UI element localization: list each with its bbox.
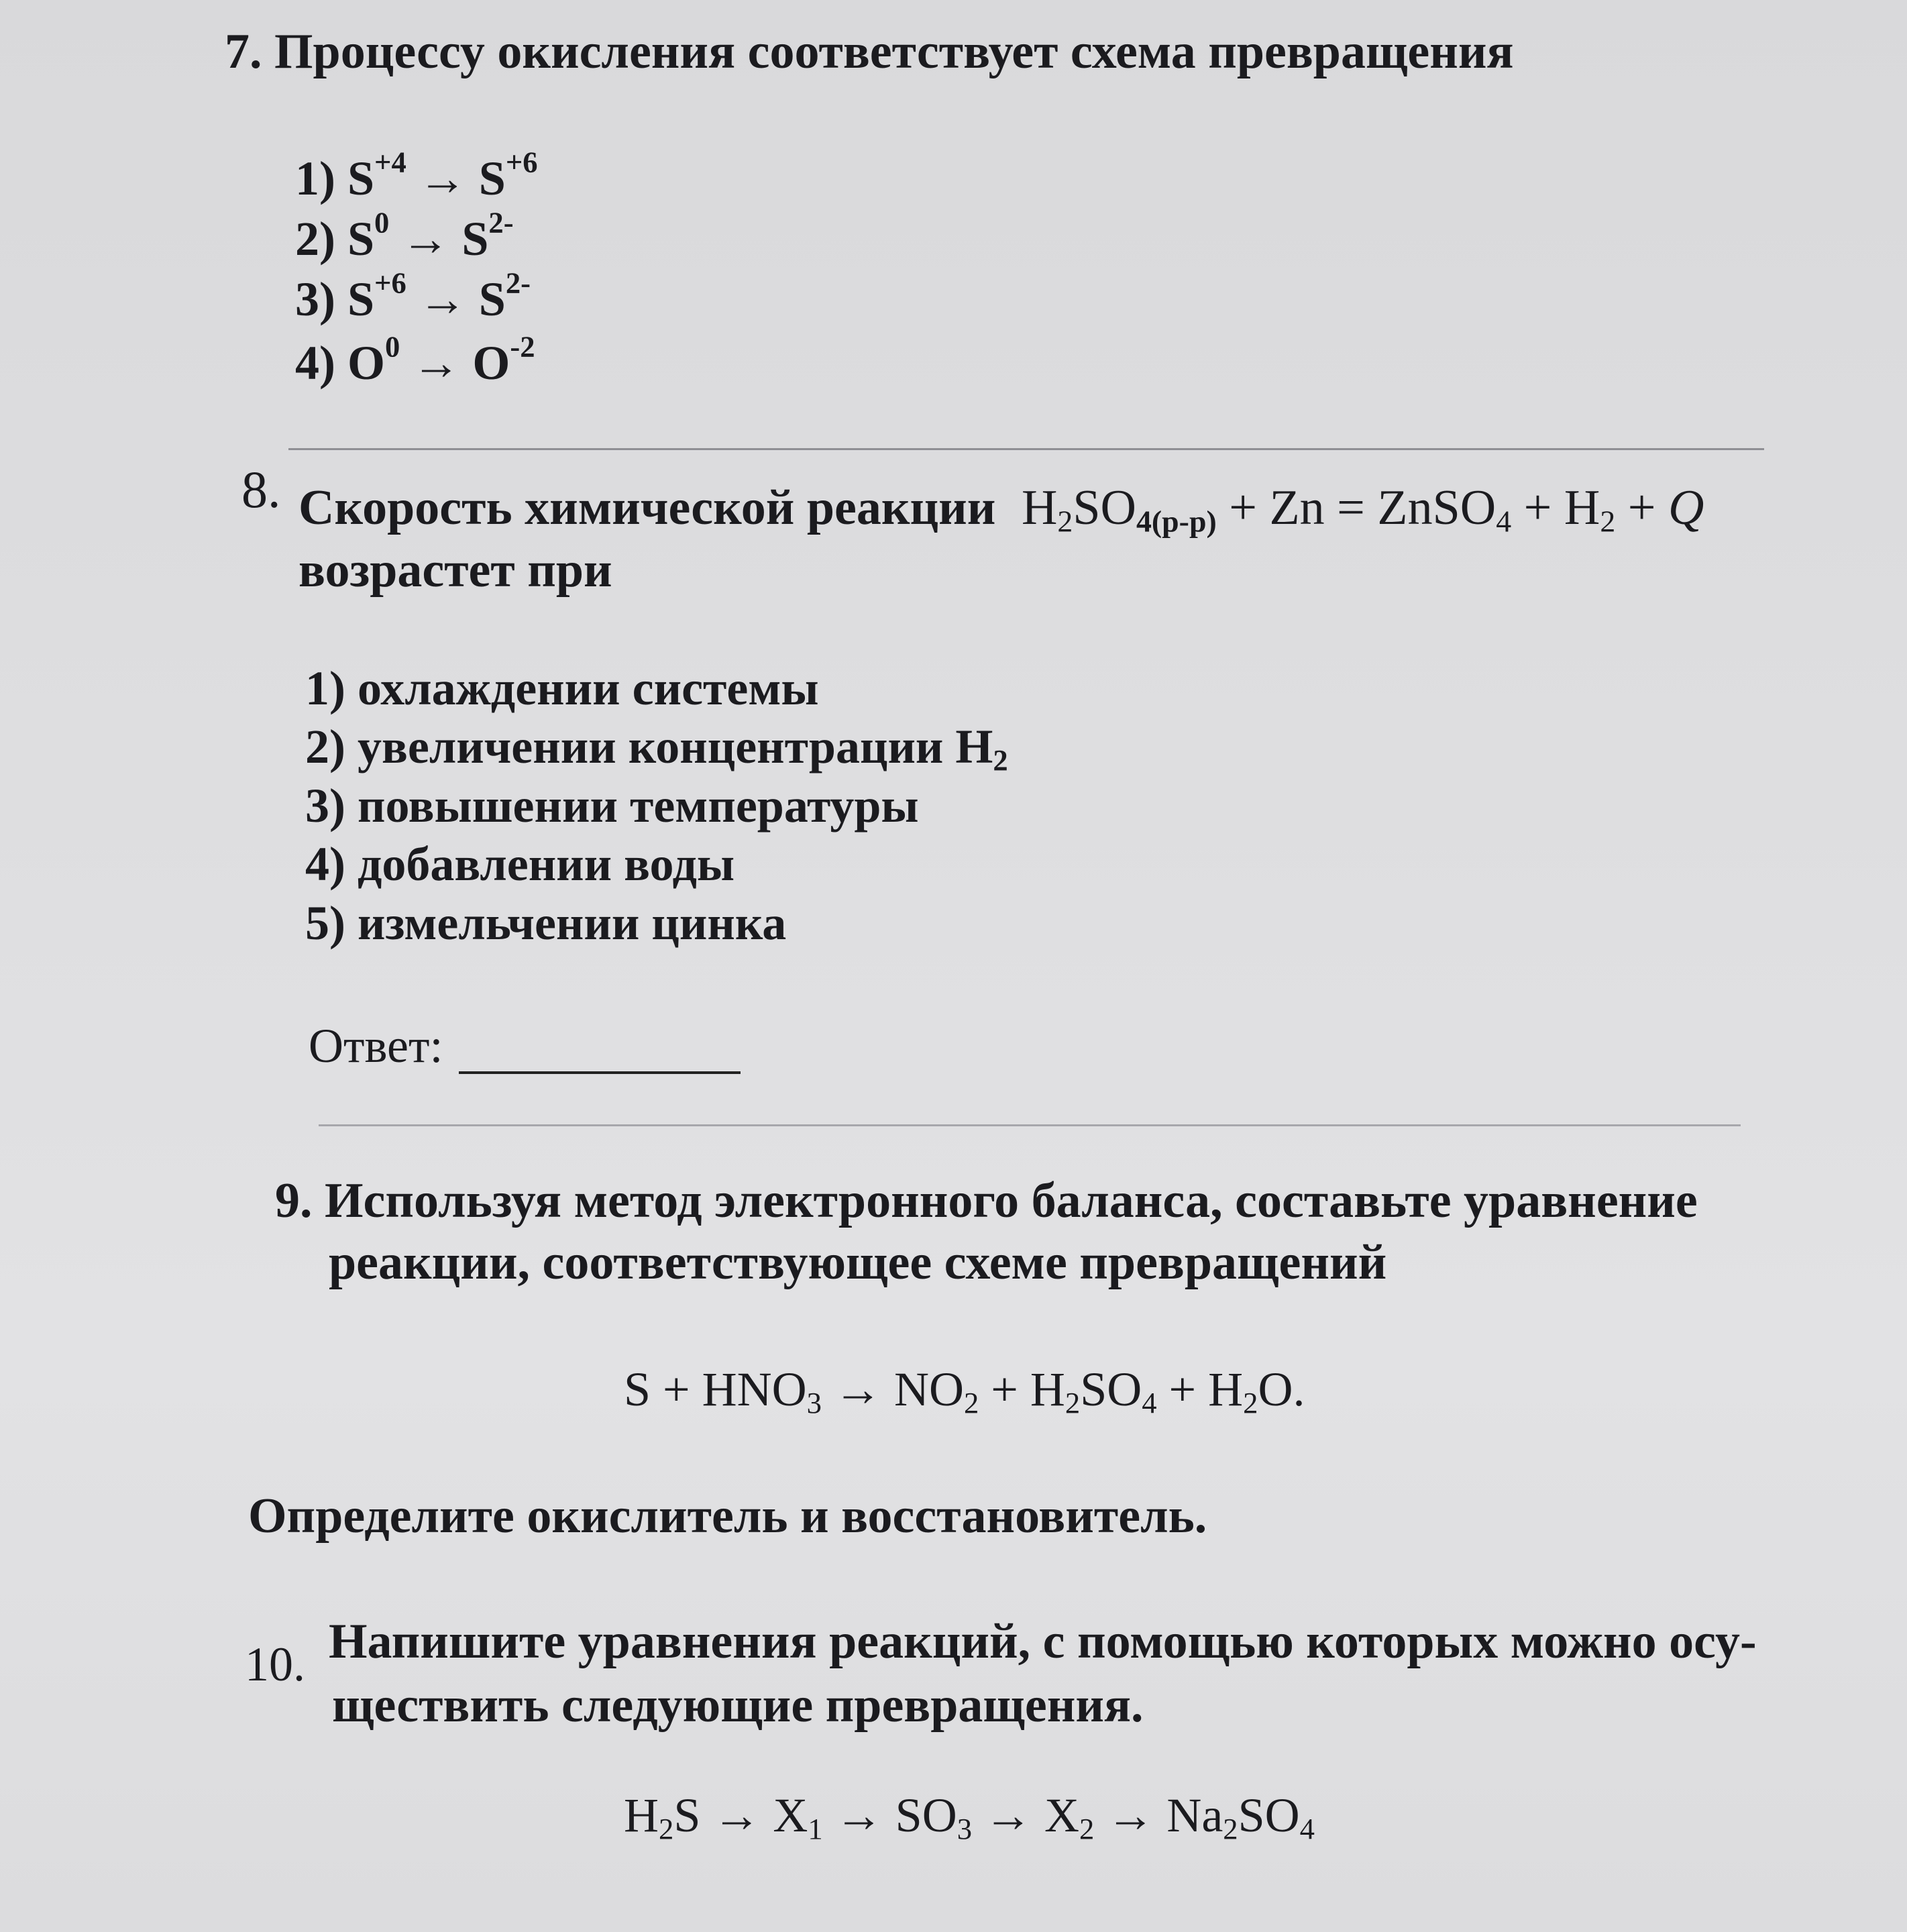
formula-part: S + HNO <box>624 1362 807 1416</box>
q10-number: 10. <box>245 1638 305 1691</box>
element: S <box>478 272 506 326</box>
option-text: повышении температуры <box>357 779 919 833</box>
q7-option-4 <box>295 329 535 391</box>
q8-option-4 <box>305 837 734 892</box>
arrow: → <box>418 272 467 326</box>
charge: +6 <box>374 266 406 300</box>
arrow: → <box>401 212 450 266</box>
option-label: 5) <box>305 896 345 950</box>
charge: 0 <box>385 329 400 364</box>
q9-number: 9. <box>275 1173 313 1228</box>
formula-part: X <box>773 1788 808 1842</box>
answer-blank[interactable] <box>459 1027 741 1074</box>
option-label: 3) <box>305 779 345 833</box>
q8-option-5 <box>305 896 786 951</box>
option-text: добавлении воды <box>357 837 735 891</box>
arrow: → <box>418 152 467 205</box>
formula-part: SO <box>1238 1788 1300 1842</box>
subscript: 4 <box>1142 1386 1157 1420</box>
option-label: 1) <box>305 661 345 715</box>
arrow: → <box>833 1362 882 1416</box>
formula-part: O. <box>1258 1362 1305 1416</box>
q9-text-1: Используя метод электронного баланса, составьте уравнение <box>325 1173 1698 1228</box>
subscript: 2 <box>1600 504 1616 539</box>
formula-part: S <box>673 1788 701 1842</box>
option-label: 4) <box>295 336 335 390</box>
element: S <box>347 212 375 266</box>
arrow: → <box>712 1788 761 1842</box>
charge: +6 <box>505 145 538 179</box>
subscript: 2 <box>1079 1812 1095 1846</box>
formula-part: + Zn = <box>1229 480 1365 535</box>
formula-part: SO <box>1080 1362 1142 1416</box>
charge: -2 <box>510 329 535 364</box>
element: O <box>472 336 510 390</box>
q8-heading <box>298 480 1704 537</box>
formula-part: H <box>1021 480 1058 535</box>
charge: 2- <box>488 205 514 239</box>
formula-part: SO <box>895 1788 957 1842</box>
q7-title: Процессу окисления соответствует схема превращения <box>274 24 1514 79</box>
subscript: 2 <box>1243 1386 1258 1420</box>
option-label: 4) <box>305 837 345 891</box>
q8-number: 8. <box>241 460 281 519</box>
divider <box>288 448 1764 450</box>
subscript: 2 <box>659 1812 674 1846</box>
formula-part: + H <box>1523 480 1600 535</box>
q9-line1 <box>275 1173 1698 1230</box>
subscript: 2 <box>993 743 1008 777</box>
formula-part: + H <box>991 1362 1065 1416</box>
formula-part: X <box>1044 1788 1080 1842</box>
formula-part: + <box>1627 480 1656 535</box>
formula-part: H <box>624 1788 659 1842</box>
option-text: охлаждении системы <box>357 661 819 715</box>
option-text: увеличении концентрации H <box>357 720 993 773</box>
subscript: 4 <box>1299 1812 1315 1846</box>
arrow: → <box>834 1788 883 1842</box>
q10-line1: Напишите уравнения реакций, с помощью которых можно осу- <box>329 1614 1757 1669</box>
subscript: 4 <box>1496 504 1512 539</box>
formula-part: SO <box>1073 480 1136 535</box>
element: O <box>347 336 385 390</box>
element: S <box>461 212 489 266</box>
element: S <box>478 152 506 205</box>
q8-title-text: Скорость химической реакции <box>298 480 996 535</box>
answer-label: Ответ: <box>309 1019 443 1073</box>
subscript: 3 <box>806 1386 822 1420</box>
subscript: 3 <box>957 1812 973 1846</box>
heat-symbol: Q <box>1668 480 1704 535</box>
subscript: 2 <box>1065 1386 1081 1420</box>
formula-part: + H <box>1168 1362 1244 1416</box>
subscript: 1 <box>808 1812 823 1846</box>
divider <box>319 1124 1741 1126</box>
q7-option-1 <box>295 145 538 207</box>
q7-number: 7. <box>225 24 262 79</box>
q7-option-2 <box>295 205 514 267</box>
element: S <box>347 272 375 326</box>
q9-line2: реакции, соответствующее схеме превращений <box>329 1235 1387 1290</box>
q9-instruction: Определите окислитель и восстановитель. <box>248 1489 1207 1544</box>
q8-title-line2: возрастет при <box>298 543 612 598</box>
q10-line2: ществить следующие превращения. <box>332 1678 1144 1733</box>
option-text: измельчении цинка <box>357 896 787 950</box>
option-label: 3) <box>295 272 335 326</box>
formula-part: ZnSO <box>1377 480 1496 535</box>
arrow: → <box>984 1788 1033 1842</box>
subscript: 4(р-р) <box>1136 504 1217 539</box>
q9-equation <box>624 1362 1305 1420</box>
charge: 2- <box>505 266 531 300</box>
q7-option-3 <box>295 266 531 327</box>
subscript: 2 <box>1057 504 1073 539</box>
option-label: 1) <box>295 152 335 205</box>
q8-equation <box>1021 480 1704 539</box>
formula-part: Na <box>1166 1788 1223 1842</box>
arrow: → <box>412 336 461 390</box>
charge: 0 <box>374 205 390 239</box>
subscript: 2 <box>963 1386 979 1420</box>
option-label: 2) <box>305 720 345 773</box>
subscript: 2 <box>1223 1812 1238 1846</box>
q8-option-3 <box>305 778 919 834</box>
option-label: 2) <box>295 212 335 266</box>
element: S <box>347 152 375 205</box>
q10-chain <box>624 1788 1315 1846</box>
q8-option-1 <box>305 661 819 716</box>
charge: +4 <box>374 145 406 179</box>
q8-option-2 <box>305 719 1008 775</box>
q7-heading <box>225 23 1514 80</box>
q8-answer-line <box>309 1018 741 1074</box>
arrow: → <box>1106 1788 1155 1842</box>
formula-part: NO <box>893 1362 964 1416</box>
